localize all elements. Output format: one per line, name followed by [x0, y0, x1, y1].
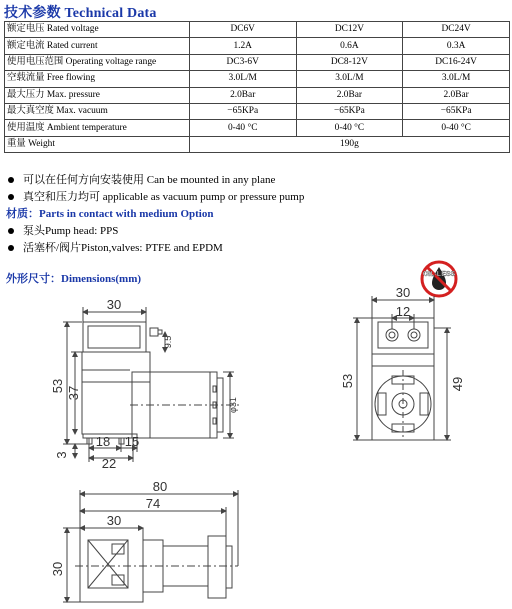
- front-view-drawing: [63, 307, 240, 462]
- spec-value-12v: 2.0Bar: [296, 87, 403, 103]
- spec-value-6v: 3.0L/M: [189, 71, 296, 87]
- spec-label: 使用温度 Ambient temperature: [5, 120, 190, 136]
- spec-value-6v: −65KPa: [189, 103, 296, 119]
- dim-bottom-height: 30: [50, 561, 65, 577]
- spec-value-24v: 0-40 °C: [403, 120, 510, 136]
- dim-bottom-width-head: 30: [106, 513, 122, 528]
- spec-label: 最大压力 Max. pressure: [5, 87, 190, 103]
- dim-front-base1: 18: [95, 434, 111, 449]
- spec-label: 额定电流 Rated current: [5, 38, 190, 54]
- technical-data-heading: 技术参数 Technical Data: [4, 6, 157, 21]
- dimensions-heading: 外形尺寸：Dimensions(mm): [6, 273, 142, 285]
- spec-value-6v: 1.2A: [189, 38, 296, 54]
- dim-bottom-length-body: 74: [145, 496, 161, 511]
- spec-label: 空载流量 Free flowing: [5, 71, 190, 87]
- dim-front-height-inner: 37: [66, 385, 81, 401]
- spec-value-12v: 0.6A: [296, 38, 403, 54]
- weight-label: 重量 Weight: [5, 136, 190, 152]
- spec-value-12v: 0-40 °C: [296, 120, 403, 136]
- dim-bottom-length-total: 80: [152, 479, 168, 494]
- spec-value-24v: DC16-24V: [403, 54, 510, 70]
- dim-front-base3: 22: [101, 456, 117, 471]
- spec-label: 额定电压 Rated voltage: [5, 22, 190, 38]
- spec-value-24v: 2.0Bar: [403, 87, 510, 103]
- spec-value-6v: 2.0Bar: [189, 87, 296, 103]
- list-item: 泵头Pump head: PPS: [6, 223, 304, 240]
- spec-value-6v: DC3-6V: [189, 54, 296, 70]
- spec-value-24v: DC24V: [403, 22, 510, 38]
- oil-less-badge-icon: [422, 262, 456, 296]
- spec-value-12v: DC12V: [296, 22, 403, 38]
- spec-value-6v: 0-40 °C: [189, 120, 296, 136]
- dim-side-height-right: 49: [450, 376, 465, 392]
- list-item: 真空和压力均可 applicable as vacuum pump or pressure pump: [6, 189, 304, 206]
- spec-value-6v: DC6V: [189, 22, 296, 38]
- dim-front-width-top: 30: [106, 297, 122, 312]
- materials-heading: 材质：Parts in contact with medium Option: [6, 208, 214, 220]
- list-item: 可以在任何方向安装使用 Can be mounted in any plane: [6, 172, 304, 189]
- spec-label: 使用电压范围 Operating voltage range: [5, 54, 190, 70]
- spec-value-24v: −65KPa: [403, 103, 510, 119]
- spec-value-24v: 0.3A: [403, 38, 510, 54]
- spec-value-12v: −65KPa: [296, 103, 403, 119]
- dim-front-height-total: 53: [50, 378, 65, 394]
- dim-side-height-total: 53: [340, 373, 355, 389]
- spec-value-12v: DC8-12V: [296, 54, 403, 70]
- dim-front-diameter: φ31: [228, 397, 238, 413]
- dim-front-foot: 3: [54, 451, 69, 459]
- dim-side-port-spacing: 12: [395, 304, 411, 319]
- weight-value: 190g: [189, 136, 509, 152]
- list-item: 活塞杯/阀片Piston,valves: PTFE and EPDM: [6, 240, 304, 257]
- dim-front-offset: 9.5: [163, 335, 173, 349]
- spec-label: 最大真空度 Max. vacuum: [5, 103, 190, 119]
- spec-value-12v: 3.0L/M: [296, 71, 403, 87]
- badge-text: OIL-LESS: [422, 271, 456, 278]
- dim-front-base2: 15: [124, 434, 140, 449]
- dim-side-width-top: 30: [395, 285, 411, 300]
- spec-value-24v: 3.0L/M: [403, 71, 510, 87]
